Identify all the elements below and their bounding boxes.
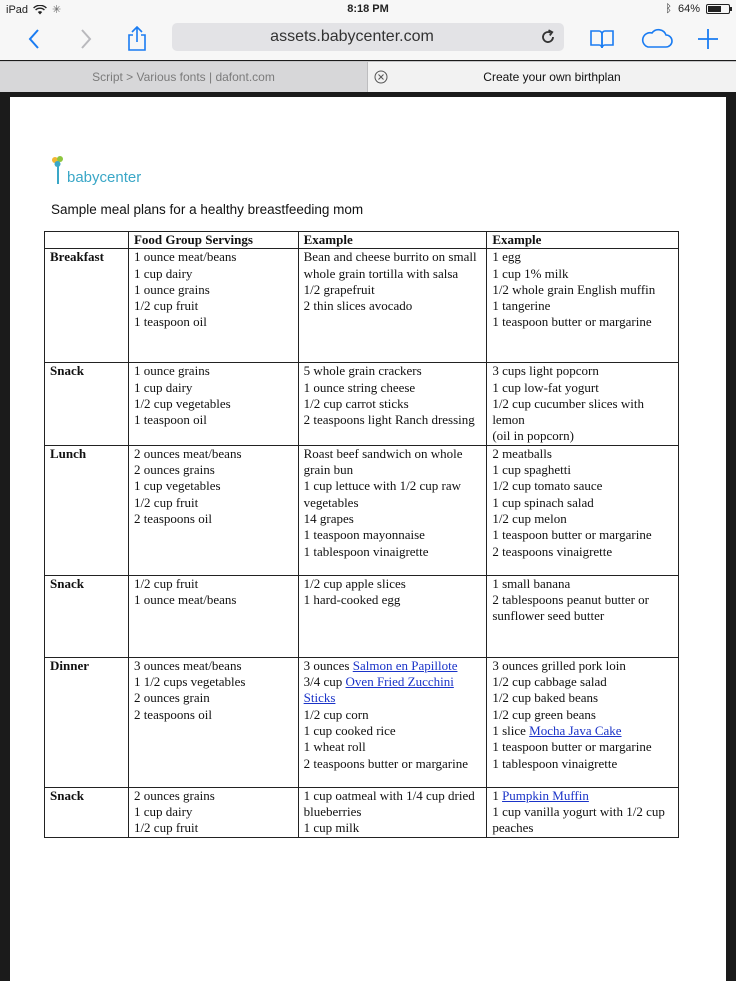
example-2-cell	[487, 657, 679, 787]
meal-name-cell: Snack	[45, 787, 129, 837]
serving-line: 2 teaspoons oil	[133, 510, 212, 526]
babycenter-logo-icon	[51, 155, 65, 185]
example-text: 1/2 cup tomato sauce	[492, 478, 603, 494]
meal-plan-table	[44, 231, 679, 838]
url-text: assets.babycenter.com	[270, 28, 434, 45]
example-text: 1 teaspoon butter or margarine	[492, 527, 652, 543]
example-line	[304, 707, 482, 723]
serving-line: 1 1/2 cups vegetables	[133, 674, 246, 690]
example-line	[492, 363, 673, 379]
meal-name-cell: Breakfast	[45, 249, 129, 363]
recipe-link[interactable]: Oven Fried Zucchini Sticks	[303, 674, 454, 706]
table-row	[45, 249, 679, 363]
serving-line: 1 cup dairy	[133, 804, 193, 820]
header-meal	[45, 232, 129, 249]
back-button[interactable]	[18, 24, 50, 54]
new-tab-button[interactable]	[692, 24, 724, 54]
example-2-cell	[487, 445, 679, 575]
table-row	[45, 575, 679, 657]
serving-line: 1 cup vegetables	[133, 478, 221, 494]
example-line	[492, 674, 673, 690]
battery-icon	[706, 4, 730, 14]
example-text: 1 wheat roll	[303, 739, 366, 755]
example-1-cell	[298, 363, 487, 445]
header-example-2: Example	[487, 232, 679, 249]
serving-line: 1 ounce meat/beans	[133, 249, 237, 265]
tab-dafont[interactable]: Script > Various fonts | dafont.com	[0, 62, 368, 92]
example-text: 1/2 cup carrot sticks	[303, 395, 409, 411]
example-text: 1 cup milk	[303, 820, 360, 836]
page-subtitle: Sample meal plans for a healthy breastfeeding mom	[51, 202, 364, 217]
tab-bar	[0, 61, 736, 92]
example-text: 5 whole grain crackers	[303, 363, 422, 379]
example-text: 1 cup spaghetti	[492, 462, 572, 478]
example-line	[304, 412, 482, 428]
example-text: 3/4 cup	[303, 674, 346, 690]
meal-plan-body	[45, 249, 679, 837]
table-row	[45, 787, 679, 837]
example-text: 1/2 cup baked beans	[492, 690, 599, 706]
servings-cell	[128, 657, 298, 787]
reload-icon	[538, 27, 558, 47]
serving-line: 1 teaspoon oil	[133, 412, 207, 428]
example-line	[492, 380, 673, 396]
example-text: 1/2 cup cabbage salad	[492, 674, 607, 690]
example-line	[304, 396, 482, 412]
example-text: 1 egg	[492, 249, 521, 265]
table-header-row	[45, 232, 679, 249]
meal-name-cell: Lunch	[45, 445, 129, 575]
example-line	[492, 428, 673, 444]
example-line	[304, 298, 482, 314]
example-text: 1 teaspoon butter or margarine	[492, 314, 652, 330]
serving-line: 1 cup dairy	[133, 379, 193, 395]
bookmarks-button[interactable]	[586, 24, 618, 54]
example-text: 3 cups light popcorn	[492, 363, 599, 379]
example-1-cell	[298, 787, 487, 837]
example-2-cell	[487, 575, 679, 657]
servings-cell	[128, 249, 298, 363]
example-text: 2 thin slices avocado	[303, 298, 413, 314]
status-right	[665, 3, 730, 15]
example-line	[492, 298, 673, 314]
meal-name-cell: Dinner	[45, 657, 129, 787]
example-text: 1/2 cup cucumber slices with lemon	[492, 395, 644, 428]
status-time: 8:18 PM	[347, 3, 389, 15]
example-2-cell	[487, 363, 679, 445]
header-example-1: Example	[298, 232, 487, 249]
serving-line: 1/2 cup fruit	[133, 820, 199, 836]
example-1-cell	[298, 249, 487, 363]
example-line	[492, 495, 673, 511]
servings-cell	[128, 575, 298, 657]
example-line	[304, 363, 482, 379]
serving-line: 1 ounce grains	[133, 281, 210, 297]
example-text: 1/2 grapefruit	[303, 281, 375, 297]
example-text: Roast beef sandwich on whole grain bun	[303, 445, 463, 478]
example-line	[492, 446, 673, 462]
browser-toolbar	[0, 20, 736, 60]
example-text: 1 cup spinach salad	[492, 494, 594, 510]
example-text: 14 grapes	[303, 510, 354, 526]
serving-line: 2 ounces grains	[133, 462, 215, 478]
example-line	[304, 478, 482, 511]
example-line	[304, 282, 482, 298]
example-line	[492, 544, 673, 560]
example-text: 3 ounces	[303, 657, 353, 673]
example-line	[304, 592, 482, 608]
example-line	[304, 576, 482, 592]
example-text: 1/2 whole grain English muffin	[492, 281, 656, 297]
example-line	[492, 804, 673, 837]
status-bar	[0, 0, 736, 20]
example-line	[304, 511, 482, 527]
example-1-cell	[298, 657, 487, 787]
forward-button[interactable]	[70, 24, 102, 54]
serving-line: 1 ounce meat/beans	[133, 592, 237, 608]
example-text: 2 teaspoons vinaigrette	[492, 543, 613, 559]
serving-line: 1/2 cup vegetables	[133, 395, 231, 411]
example-line	[492, 527, 673, 543]
share-button[interactable]	[121, 24, 153, 54]
battery-fill	[708, 6, 721, 12]
table-row	[45, 657, 679, 787]
example-line	[492, 788, 673, 804]
serving-line: 1 cup dairy	[133, 265, 193, 281]
example-text: 1 cup oatmeal with 1/4 cup dried blueberries	[303, 787, 475, 820]
example-text: (oil in popcorn)	[492, 428, 574, 444]
serving-line: 2 ounces grains	[133, 787, 215, 803]
example-line	[304, 739, 482, 755]
example-line	[492, 478, 673, 494]
header-food-group-servings: Food Group Servings	[128, 232, 298, 249]
example-line	[492, 756, 673, 772]
example-line	[304, 527, 482, 543]
example-text: 1 cup vanilla yogurt with 1/2 cup peaches	[492, 804, 665, 836]
example-line	[492, 314, 673, 330]
example-line	[492, 396, 673, 429]
example-text: 1 teaspoon butter or margarine	[492, 739, 652, 755]
example-text: 1 tablespoon vinaigrette	[303, 543, 429, 559]
serving-line: 2 teaspoons oil	[133, 706, 212, 722]
cloud-icon	[640, 28, 674, 50]
example-text: 2 teaspoons butter or margarine	[303, 755, 469, 771]
serving-line: 1 teaspoon oil	[133, 314, 207, 330]
example-text: 1 ounce string cheese	[303, 379, 416, 395]
document-page	[10, 97, 726, 981]
example-line	[492, 707, 673, 723]
example-line	[492, 690, 673, 706]
serving-line: 3 ounces meat/beans	[133, 657, 242, 673]
example-text: 2 tablespoons peanut butter or sunflower seed butter	[492, 592, 649, 624]
serving-line: 1/2 cup fruit	[133, 575, 199, 591]
example-line	[304, 820, 482, 836]
example-line	[492, 249, 673, 265]
example-text: 1	[492, 787, 503, 803]
tab-birthplan[interactable]: Create your own birthplan	[368, 62, 736, 92]
example-line	[492, 511, 673, 527]
example-line	[304, 723, 482, 739]
example-line	[304, 788, 482, 821]
example-text: 2 teaspoons light Ranch dressing	[303, 412, 475, 428]
book-icon	[589, 28, 615, 50]
babycenter-logo	[51, 155, 141, 185]
example-2-cell	[487, 249, 679, 363]
serving-line: 1/2 cup fruit	[133, 494, 199, 510]
example-text: Bean and cheese burrito on small whole grain tortilla with salsa	[303, 249, 477, 281]
example-line	[304, 249, 482, 282]
example-text: 3 ounces grilled pork loin	[492, 657, 626, 673]
chevron-right-icon	[79, 28, 93, 50]
example-text: 1 teaspoon mayonnaise	[303, 527, 425, 543]
example-text: 1 hard-cooked egg	[303, 592, 401, 608]
reload-button[interactable]	[538, 27, 558, 47]
example-line	[492, 266, 673, 282]
recipe-link[interactable]: Pumpkin Muffin	[502, 787, 589, 803]
example-line	[492, 658, 673, 674]
close-icon	[374, 70, 388, 84]
example-text: 2 meatballs	[492, 445, 552, 461]
servings-cell	[128, 787, 298, 837]
logo-text: babycenter	[67, 169, 142, 186]
example-text: 1/2 cup corn	[303, 706, 369, 722]
example-text: 1 tangerine	[492, 298, 551, 314]
example-text: 1 tablespoon vinaigrette	[492, 755, 618, 771]
example-line	[492, 462, 673, 478]
serving-line: 2 ounces grain	[133, 690, 210, 706]
serving-line: 2 ounces meat/beans	[133, 445, 242, 461]
servings-cell	[128, 445, 298, 575]
example-line	[492, 739, 673, 755]
icloud-tabs-button[interactable]	[638, 24, 676, 54]
example-text: 1 cup low-fat yogurt	[492, 379, 599, 395]
battery-percent: 64%	[677, 3, 700, 15]
example-line	[304, 380, 482, 396]
example-text: 1 cup cooked rice	[303, 722, 396, 738]
recipe-link[interactable]: Salmon en Papillote	[352, 657, 458, 673]
meal-name-cell: Snack	[45, 363, 129, 445]
example-line	[492, 592, 673, 625]
address-bar[interactable]	[172, 23, 564, 51]
example-line	[492, 576, 673, 592]
meal-name-cell: Snack	[45, 575, 129, 657]
example-text: 1 small banana	[492, 575, 571, 591]
example-text: 1 cup 1% milk	[492, 265, 569, 281]
servings-cell	[128, 363, 298, 445]
example-line	[304, 674, 482, 707]
serving-line: 1 ounce grains	[133, 363, 210, 379]
example-text: 1/2 cup green beans	[492, 706, 596, 722]
recipe-link[interactable]: Mocha Java Cake	[529, 722, 622, 738]
chevron-left-icon	[27, 28, 41, 50]
example-line	[492, 282, 673, 298]
example-line	[492, 723, 673, 739]
example-1-cell	[298, 445, 487, 575]
plus-icon	[697, 28, 719, 50]
device-name: iPad	[6, 3, 29, 16]
example-line	[304, 544, 482, 560]
serving-line: 1/2 cup fruit	[133, 298, 199, 314]
example-line	[304, 658, 482, 674]
bluetooth-icon: ᛒ	[665, 3, 672, 15]
example-2-cell	[487, 787, 679, 837]
example-text: 1/2 cup apple slices	[303, 575, 406, 591]
loading-spinner-icon: ✳	[52, 4, 62, 16]
example-line	[304, 756, 482, 772]
example-text: 1 slice	[492, 722, 530, 738]
table-row	[45, 445, 679, 575]
example-line	[304, 446, 482, 479]
example-1-cell	[298, 575, 487, 657]
example-text: 1 cup lettuce with 1/2 cup raw vegetables	[303, 478, 462, 510]
example-text: 1/2 cup melon	[492, 510, 567, 526]
close-tab-button[interactable]	[374, 70, 388, 84]
share-icon	[126, 26, 148, 52]
table-row	[45, 363, 679, 445]
